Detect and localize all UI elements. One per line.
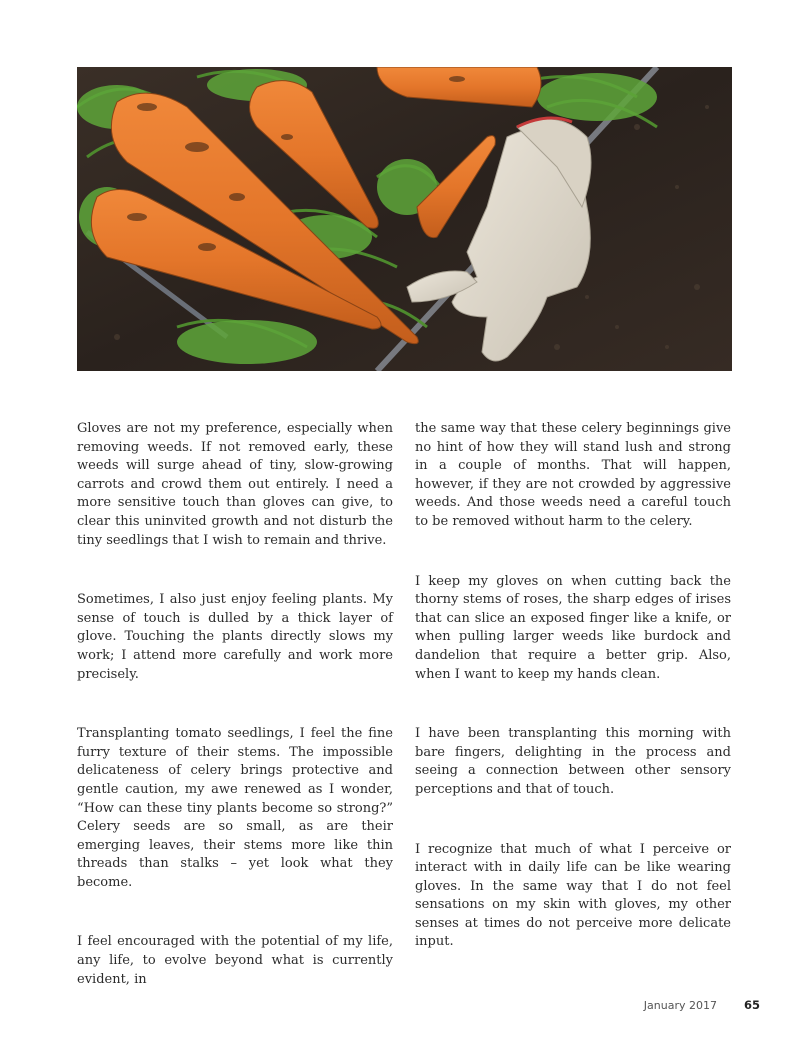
article-paragraph: I have been transplanting this morning with bare fingers, delighting in the process and seeing a connection between other sensory perceptions and that of touch. (415, 726, 731, 797)
article-paragraph: I recognize that much of what I perceive or interact with in daily life can be like wearing gloves. In the same way that I do not feel sensations on my skin with gloves, my other senses at times do not perceive more delicate input. (415, 841, 731, 950)
article-paragraph: Sometimes, I also just enjoy feeling plants. My sense of touch is dulled by a thick layer of glove. Touching the plants directly slows my work; I attend more carefully and work more precisely. (77, 592, 393, 682)
article-paragraph: Transplanting tomato seedlings, I feel the fine furry texture of their stems. The impossible delicateness of celery brings protective and gentle caution, my awe renewed as I wonder, “How can these tiny plants become so strong?” Celery seeds are so small, as are their emerging leaves, their stems more like thin threads than stalks – yet look what they become. (77, 726, 393, 890)
page-number: 65 (743, 998, 760, 1012)
article-paragraph: I feel encouraged with the potential of my life, any life, to evolve beyond what is currently evident, in (77, 934, 393, 987)
carrots-and-gardening-glove-photo (77, 67, 732, 371)
article-paragraph: I keep my gloves on when cutting back the thorny stems of roses, the sharp edges of irises that can slice an exposed finger like a knife, or when pulling larger weeds like burdock and dandelion that require a better grip. Also, when I want to keep my hands clean. (415, 573, 731, 682)
article-column-right (415, 420, 731, 952)
article-column-left (77, 420, 393, 989)
page-footer (0, 996, 792, 1016)
article-paragraph: Gloves are not my preference, especially when removing weeds. If not removed early, these weeds will surge ahead of tiny, slow-growing carrots and crowd them out entirely. I need a more sensitive touch than gloves can give, to clear this uninvited growth and not disturb the tiny seedlings that I wish to remain and thrive. (77, 421, 393, 548)
issue-date: January 2017 (643, 999, 717, 1012)
article-paragraph: the same way that these celery beginnings give no hint of how they will stand lush and strong in a couple of months. That will happen, however, if they are not crowded by aggressive weeds. And those weeds need a careful touch to be removed without harm to the celery. (415, 421, 731, 529)
